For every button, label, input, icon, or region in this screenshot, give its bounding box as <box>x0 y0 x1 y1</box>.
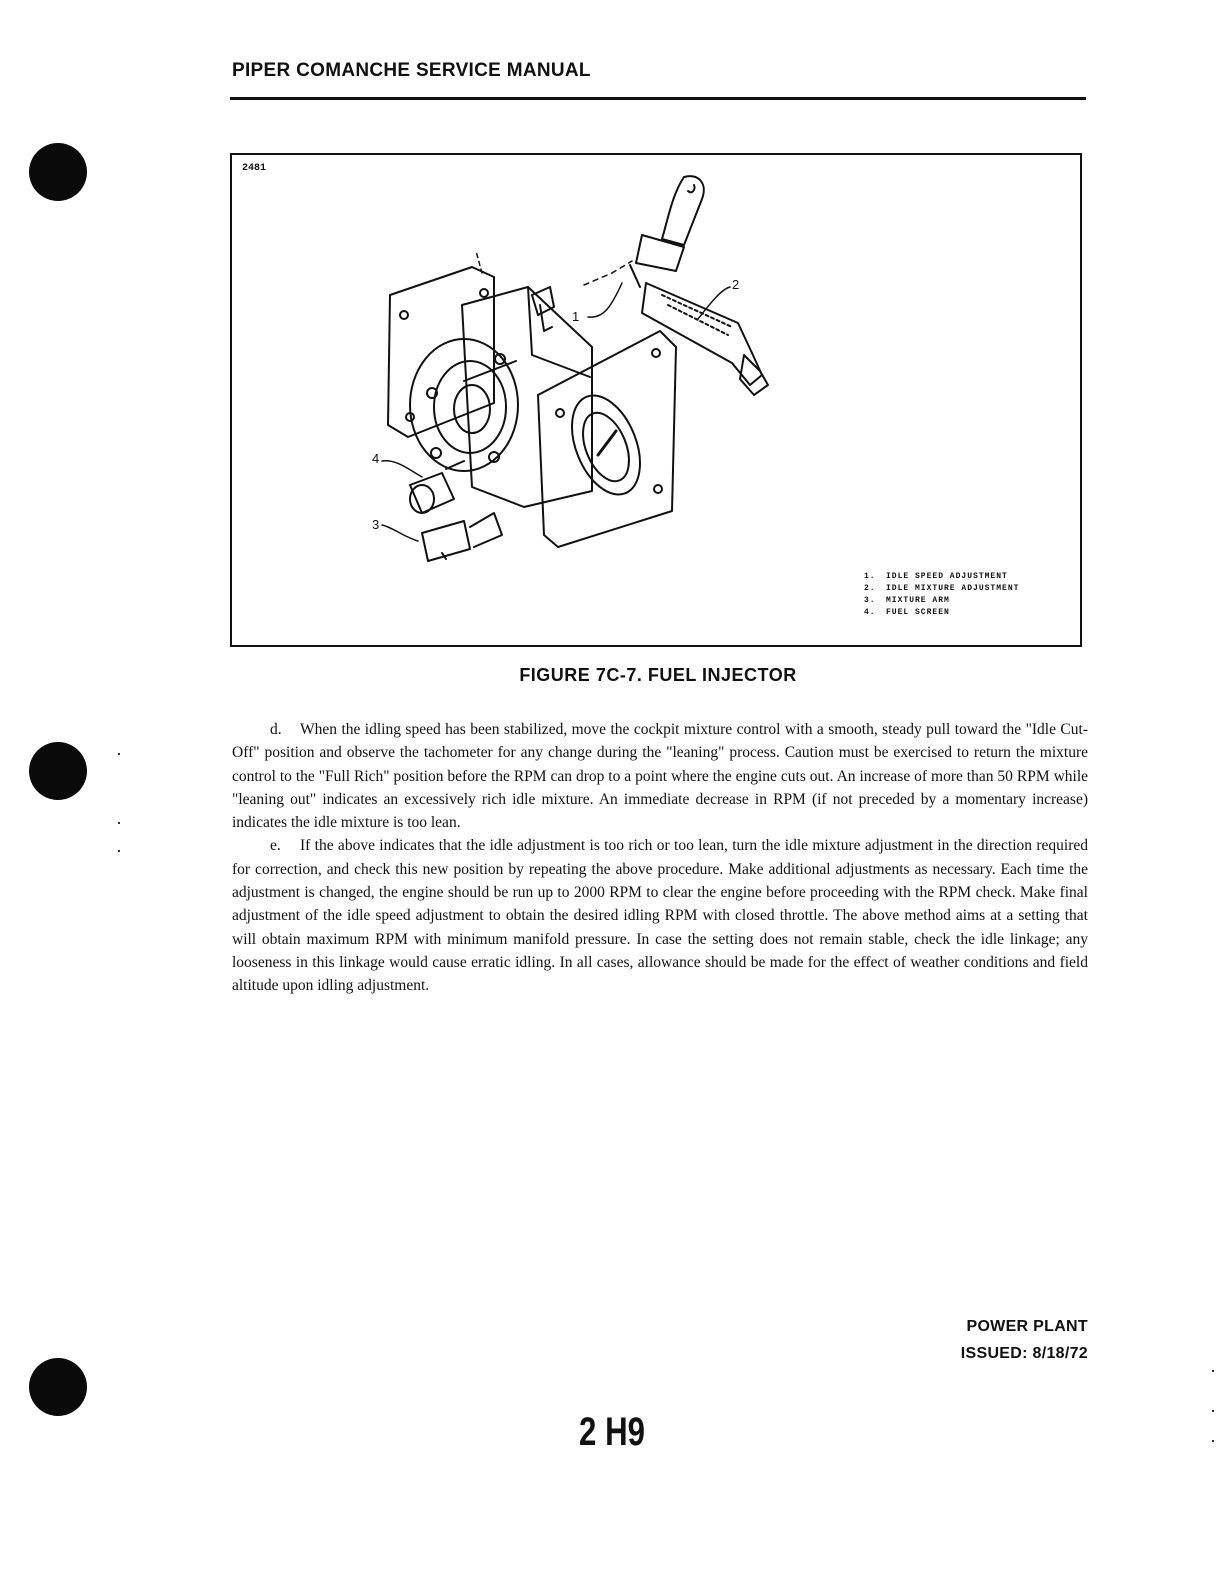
legend-number: 1. <box>864 572 876 581</box>
legend-label: IDLE SPEED ADJUSTMENT <box>886 572 1008 581</box>
scan-speck <box>1212 1410 1214 1412</box>
paragraph-text: When the idling speed has been stabilized, move the cockpit mixture control with a smooth, steady pull toward the "Idle Cut-Off" position and observe the tachometer for any change during the "leaning" process. Caution must be exercised to return the mixture control to the "Full Rich" position before the RPM can drop to a point where the engine cuts out. An increase of more than 50 RPM while "leaning out" indicates an excessively rich idle mixture. An immediate decrease in RPM (if not preceded by a momentary increase) indicates the idle mixture is too lean. <box>232 721 1088 832</box>
header-title: PIPER COMANCHE SERVICE MANUAL <box>232 60 591 81</box>
paragraph-e <box>232 834 1088 997</box>
issued-label: ISSUED: <box>960 1345 1028 1362</box>
footer-section: POWER PLANT <box>966 1318 1088 1335</box>
paragraph-marker: e. <box>270 837 281 855</box>
callout-4: 4 <box>372 451 380 466</box>
paragraph-d <box>232 718 1088 834</box>
scan-speck <box>118 850 120 852</box>
legend-item <box>864 595 1019 607</box>
scan-speck <box>118 753 120 755</box>
paragraph-text: If the above indicates that the idle adjustment is too rich or too lean, turn the idle mixture adjustment in the direction required for correction, and check this new position by repeating the above procedure. Make additional adjustments as necessary. Each time the adjustment is changed, the engine should be run up to 2000 RPM to clear the engine before proceeding with the RPM check. Make final adjustment of the idle speed adjustment to obtain the desired idling RPM with closed throttle. The above method aims at a setting that will obtain maximum RPM with minimum manifold pressure. In case the setting does not remain stable, check the idle linkage; any looseness in this linkage would cause erratic idling. In all cases, allowance should be made for the effect of weather conditions and field altitude upon idling adjustment. <box>232 837 1088 995</box>
legend-number: 3. <box>864 596 876 605</box>
page-code: 2 H9 <box>579 1410 645 1454</box>
figure-box <box>230 153 1082 647</box>
legend-label: FUEL SCREEN <box>886 608 950 617</box>
figure-code: 2481 <box>242 163 267 174</box>
legend-item <box>864 571 1019 583</box>
scan-speck <box>1212 1440 1214 1442</box>
figure-caption: FIGURE 7C-7. FUEL INJECTOR <box>519 665 797 685</box>
punch-hole-top <box>29 143 87 201</box>
figure-legend <box>864 571 1019 619</box>
paragraph-marker: d. <box>270 721 282 738</box>
callout-1: 1 <box>572 309 580 324</box>
body-text <box>232 718 1088 998</box>
legend-number: 4. <box>864 608 876 617</box>
legend-label: IDLE MIXTURE ADJUSTMENT <box>886 584 1020 593</box>
legend-number: 2. <box>864 584 876 593</box>
legend-label: MIXTURE ARM <box>886 596 950 605</box>
legend-item <box>864 583 1019 595</box>
punch-hole-middle <box>29 742 87 800</box>
scan-speck <box>1212 1370 1214 1372</box>
header-rule <box>230 97 1086 100</box>
callout-3: 3 <box>372 517 380 532</box>
footer-issued <box>961 1345 1088 1363</box>
issued-date: 8/18/72 <box>1032 1345 1088 1362</box>
scan-speck <box>118 822 120 824</box>
legend-item <box>864 607 1019 619</box>
punch-hole-bottom <box>29 1358 87 1416</box>
callout-2: 2 <box>732 277 740 292</box>
